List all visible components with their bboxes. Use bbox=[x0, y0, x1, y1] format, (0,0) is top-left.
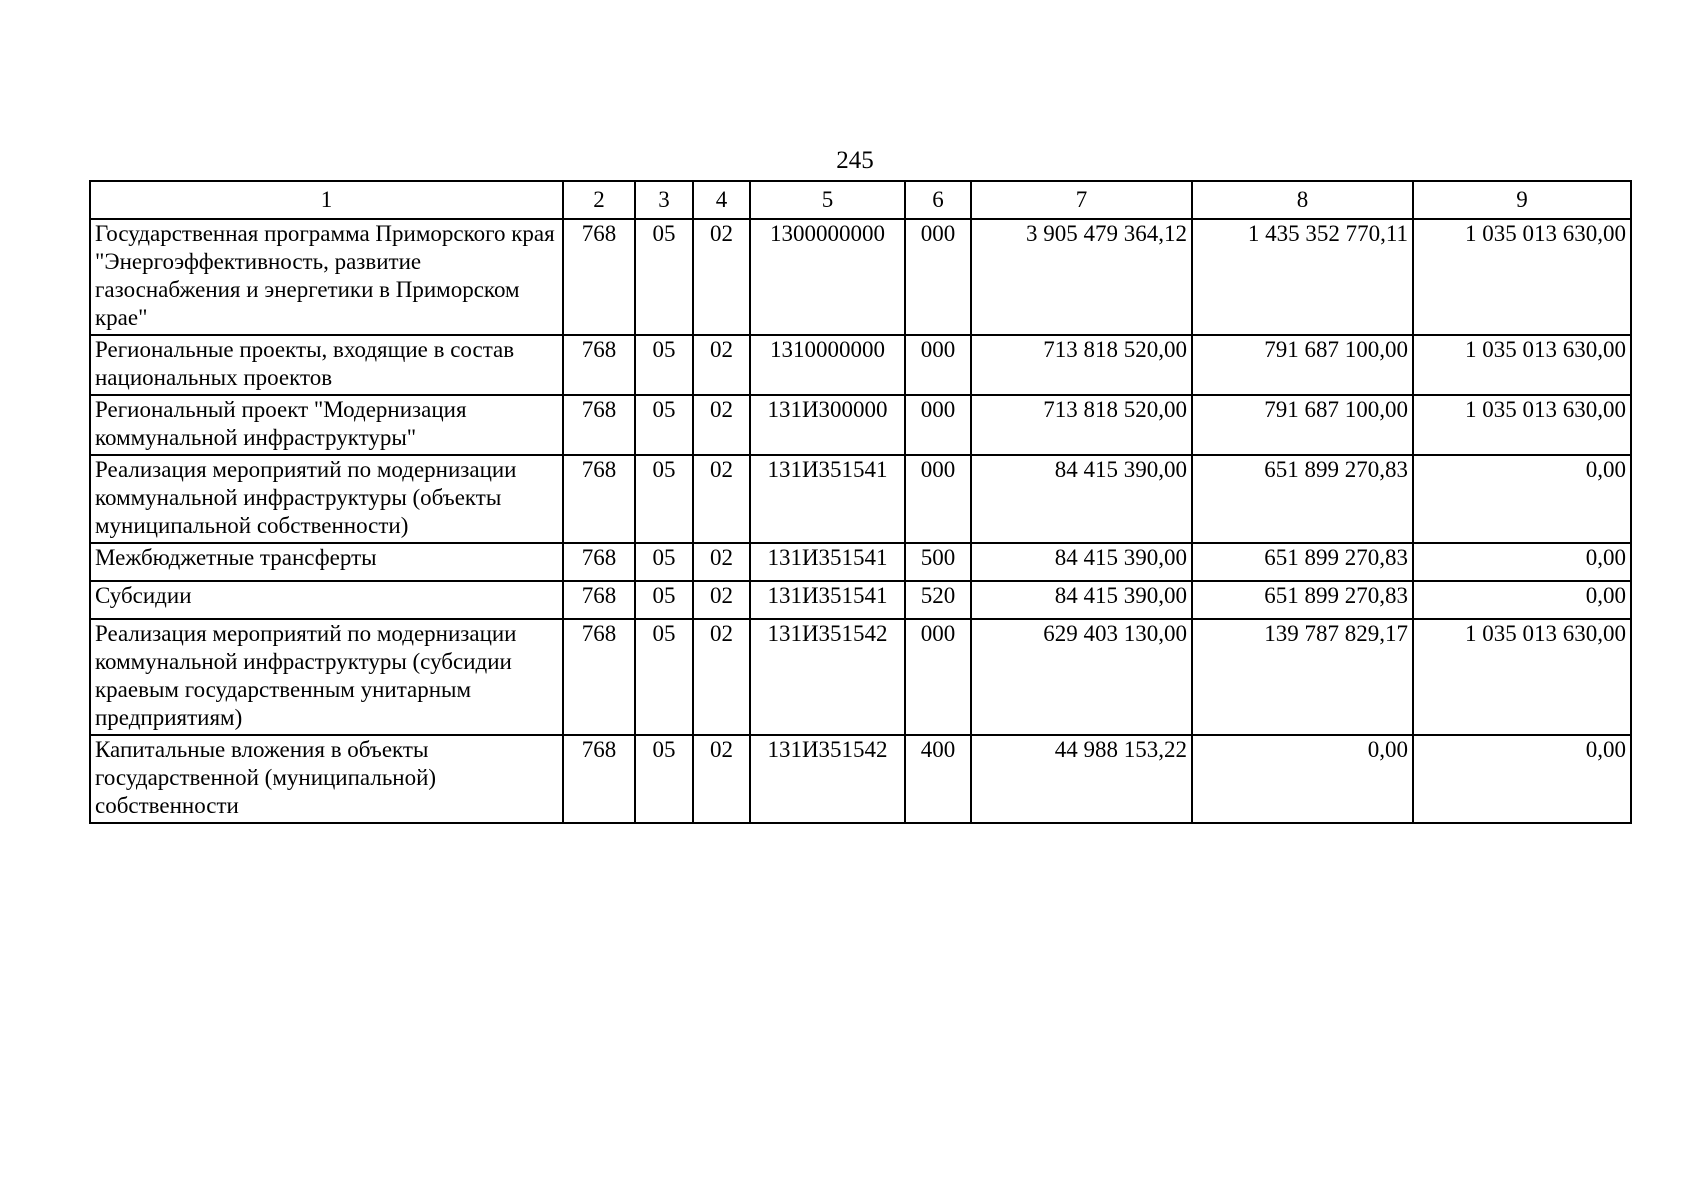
row-name: Региональные проекты, входящие в состав национальных проектов bbox=[90, 335, 563, 395]
row-amount-7: 3 905 479 364,12 bbox=[971, 219, 1192, 335]
table-row bbox=[90, 619, 1631, 735]
row-code-5: 131И351541 bbox=[750, 455, 905, 543]
row-code-4: 02 bbox=[693, 335, 750, 395]
row-amount-8: 791 687 100,00 bbox=[1192, 335, 1413, 395]
page-number: 245 bbox=[836, 147, 874, 174]
row-amount-9: 0,00 bbox=[1413, 581, 1631, 619]
row-code-4: 02 bbox=[693, 219, 750, 335]
row-code-4: 02 bbox=[693, 455, 750, 543]
header-col-7: 7 bbox=[971, 181, 1192, 219]
row-code-6: 000 bbox=[905, 619, 971, 735]
table-row bbox=[90, 395, 1631, 455]
row-amount-7: 84 415 390,00 bbox=[971, 581, 1192, 619]
row-amount-9: 1 035 013 630,00 bbox=[1413, 395, 1631, 455]
row-code-2: 768 bbox=[563, 581, 635, 619]
row-code-5: 131И351541 bbox=[750, 581, 905, 619]
row-code-5: 131И351542 bbox=[750, 619, 905, 735]
row-amount-8: 1 435 352 770,11 bbox=[1192, 219, 1413, 335]
table-row bbox=[90, 581, 1631, 619]
row-code-3: 05 bbox=[635, 735, 693, 823]
row-amount-9: 1 035 013 630,00 bbox=[1413, 335, 1631, 395]
row-amount-7: 84 415 390,00 bbox=[971, 543, 1192, 581]
row-amount-9: 0,00 bbox=[1413, 455, 1631, 543]
table-row bbox=[90, 335, 1631, 395]
table-row bbox=[90, 455, 1631, 543]
header-col-1: 1 bbox=[90, 181, 563, 219]
row-code-3: 05 bbox=[635, 543, 693, 581]
table-header bbox=[90, 181, 1631, 219]
row-code-2: 768 bbox=[563, 455, 635, 543]
row-name: Реализация мероприятий по модернизации коммунальной инфраструктуры (субсидии краевым государственным унитарным предприятиям) bbox=[90, 619, 563, 735]
header-col-9: 9 bbox=[1413, 181, 1631, 219]
row-code-6: 500 bbox=[905, 543, 971, 581]
row-code-3: 05 bbox=[635, 581, 693, 619]
row-code-6: 400 bbox=[905, 735, 971, 823]
row-name: Реализация мероприятий по модернизации коммунальной инфраструктуры (объекты муниципальной собственности) bbox=[90, 455, 563, 543]
row-code-5: 131И300000 bbox=[750, 395, 905, 455]
row-code-3: 05 bbox=[635, 219, 693, 335]
row-code-5: 1300000000 bbox=[750, 219, 905, 335]
row-amount-9: 0,00 bbox=[1413, 735, 1631, 823]
table-row bbox=[90, 219, 1631, 335]
row-amount-8: 651 899 270,83 bbox=[1192, 455, 1413, 543]
row-code-2: 768 bbox=[563, 335, 635, 395]
table-body bbox=[90, 219, 1631, 823]
header-col-3: 3 bbox=[635, 181, 693, 219]
row-code-4: 02 bbox=[693, 543, 750, 581]
row-code-4: 02 bbox=[693, 735, 750, 823]
row-name: Межбюджетные трансферты bbox=[90, 543, 563, 581]
row-code-3: 05 bbox=[635, 395, 693, 455]
row-amount-9: 0,00 bbox=[1413, 543, 1631, 581]
row-code-4: 02 bbox=[693, 395, 750, 455]
row-code-4: 02 bbox=[693, 581, 750, 619]
row-name: Региональный проект "Модернизация коммунальной инфраструктуры" bbox=[90, 395, 563, 455]
row-code-5: 131И351542 bbox=[750, 735, 905, 823]
row-amount-7: 629 403 130,00 bbox=[971, 619, 1192, 735]
header-col-2: 2 bbox=[563, 181, 635, 219]
row-amount-8: 139 787 829,17 bbox=[1192, 619, 1413, 735]
row-amount-8: 651 899 270,83 bbox=[1192, 581, 1413, 619]
row-amount-9: 1 035 013 630,00 bbox=[1413, 219, 1631, 335]
row-code-4: 02 bbox=[693, 619, 750, 735]
table-row bbox=[90, 543, 1631, 581]
row-amount-7: 84 415 390,00 bbox=[971, 455, 1192, 543]
row-amount-8: 0,00 bbox=[1192, 735, 1413, 823]
row-code-5: 1310000000 bbox=[750, 335, 905, 395]
row-code-5: 131И351541 bbox=[750, 543, 905, 581]
row-code-2: 768 bbox=[563, 395, 635, 455]
row-amount-9: 1 035 013 630,00 bbox=[1413, 619, 1631, 735]
row-code-2: 768 bbox=[563, 219, 635, 335]
row-amount-7: 713 818 520,00 bbox=[971, 335, 1192, 395]
row-code-3: 05 bbox=[635, 619, 693, 735]
row-name: Капитальные вложения в объекты государственной (муниципальной) собственности bbox=[90, 735, 563, 823]
row-code-6: 000 bbox=[905, 335, 971, 395]
header-col-6: 6 bbox=[905, 181, 971, 219]
header-col-4: 4 bbox=[693, 181, 750, 219]
row-amount-7: 713 818 520,00 bbox=[971, 395, 1192, 455]
row-amount-8: 651 899 270,83 bbox=[1192, 543, 1413, 581]
row-name: Государственная программа Приморского края "Энергоэффективность, развитие газоснабжения и энергетики в Приморском крае" bbox=[90, 219, 563, 335]
row-code-6: 000 bbox=[905, 219, 971, 335]
row-code-6: 520 bbox=[905, 581, 971, 619]
header-row bbox=[90, 181, 1631, 219]
row-name: Субсидии bbox=[90, 581, 563, 619]
budget-table bbox=[89, 180, 1632, 824]
row-code-2: 768 bbox=[563, 735, 635, 823]
row-code-2: 768 bbox=[563, 543, 635, 581]
row-amount-7: 44 988 153,22 bbox=[971, 735, 1192, 823]
header-col-5: 5 bbox=[750, 181, 905, 219]
row-code-6: 000 bbox=[905, 395, 971, 455]
row-code-2: 768 bbox=[563, 619, 635, 735]
row-code-3: 05 bbox=[635, 335, 693, 395]
table-row bbox=[90, 735, 1631, 823]
row-code-6: 000 bbox=[905, 455, 971, 543]
header-col-8: 8 bbox=[1192, 181, 1413, 219]
row-code-3: 05 bbox=[635, 455, 693, 543]
row-amount-8: 791 687 100,00 bbox=[1192, 395, 1413, 455]
